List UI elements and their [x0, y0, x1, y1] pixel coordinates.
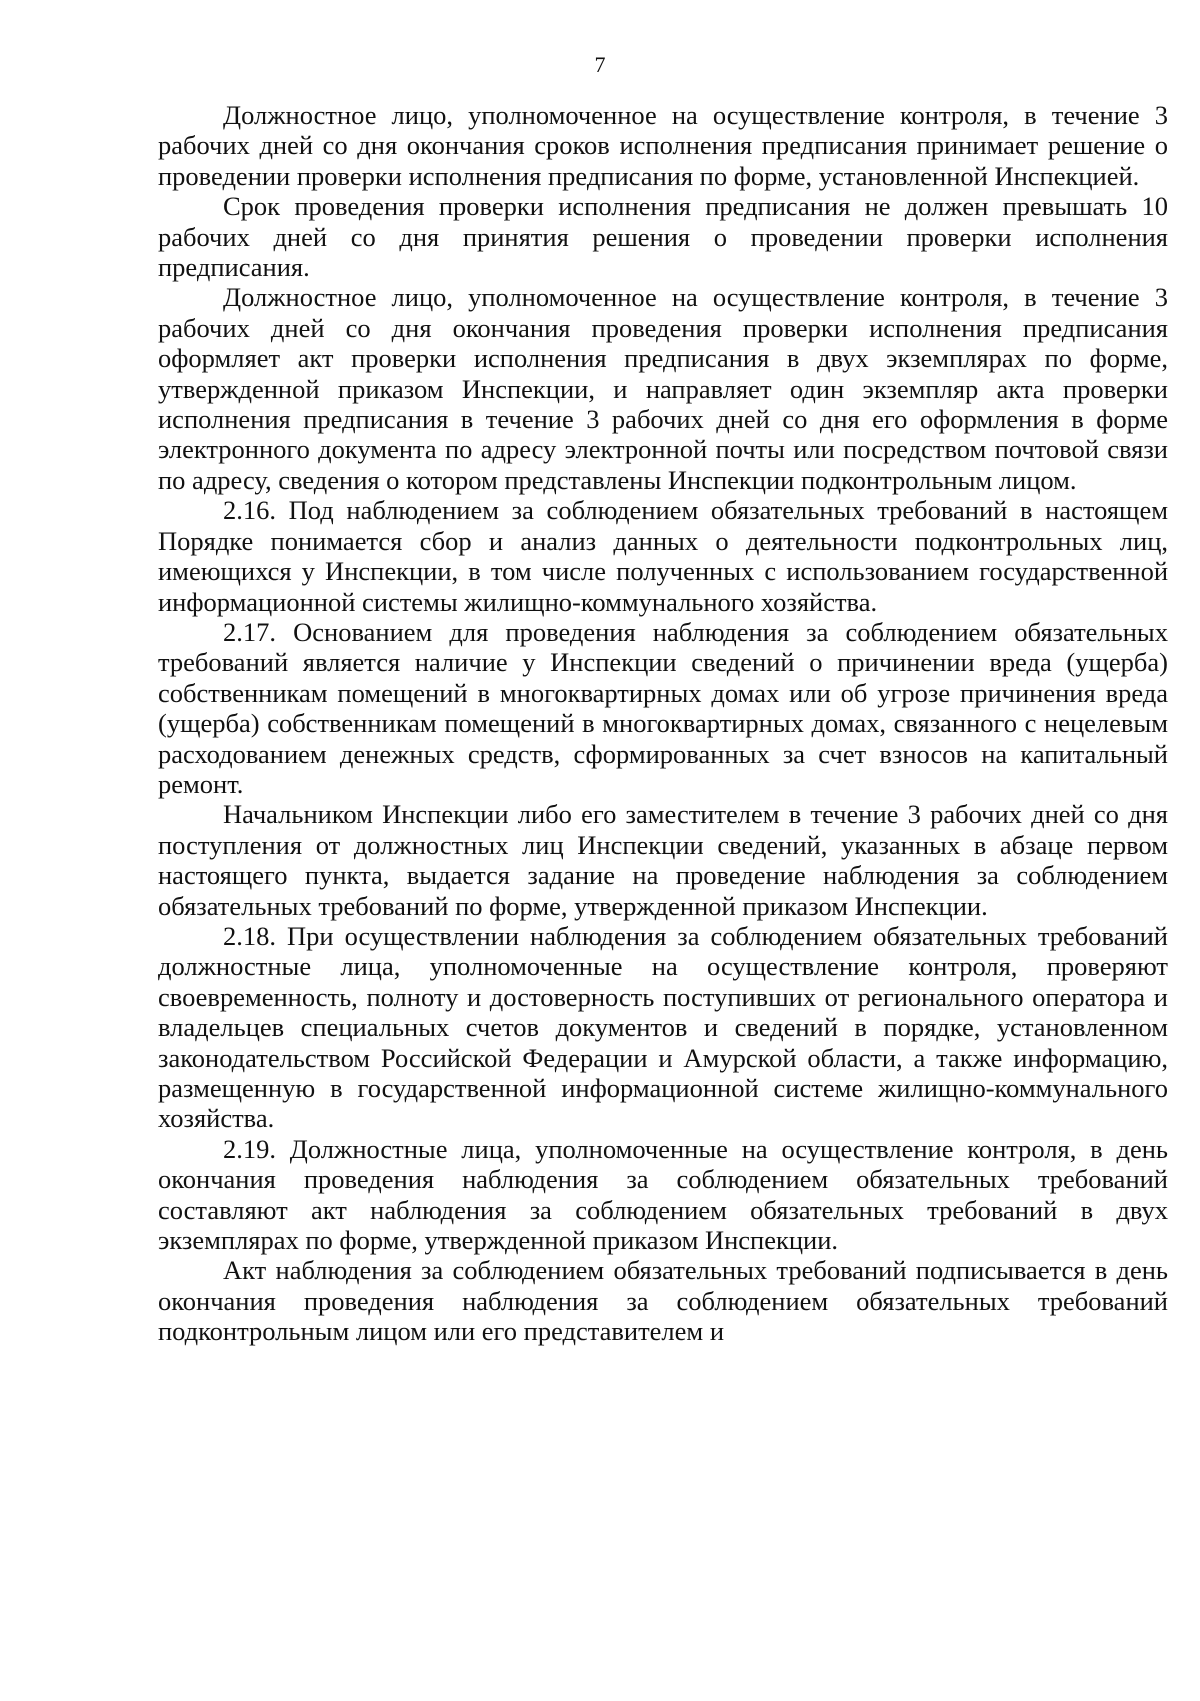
- paragraph-inspection-decision: Должностное лицо, уполномоченное на осуществление контроля, в течение 3 рабочих дней со дня окончания сроков исполнения предписания принимает решение о проведении проверки исполнения предписания по форме, установленной Инспекцией.: [158, 100, 1168, 191]
- document-body: [158, 100, 1168, 1347]
- paragraph-2-16: 2.16. Под наблюдением за соблюдением обязательных требований в настоящем Порядке понимается сбор и анализ данных о деятельности подконтрольных лиц, имеющихся у Инспекции, в том числе полученных с использованием государственной информационной системы жилищно-коммунального хозяйства.: [158, 495, 1168, 617]
- paragraph-inspection-act: Должностное лицо, уполномоченное на осуществление контроля, в течение 3 рабочих дней со дня окончания проведения проверки исполнения предписания оформляет акт проверки исполнения предписания в двух экземплярах по форме, утвержденной приказом Инспекции, и направляет один экземпляр акта проверки исполнения предписания в течение 3 рабочих дней со дня его оформления в форме электронного документа по адресу электронной почты или посредством почтовой связи по адресу, сведения о котором представлены Инспекции подконтрольным лицом.: [158, 282, 1168, 495]
- paragraph-2-19: 2.19. Должностные лица, уполномоченные на осуществление контроля, в день окончания проведения наблюдения за соблюдением обязательных требований составляют акт наблюдения за соблюдением обязательных требований в двух экземплярах по форме, утвержденной приказом Инспекции.: [158, 1133, 1168, 1256]
- paragraph-2-18: 2.18. При осуществлении наблюдения за соблюдением обязательных требований должностные лица, уполномоченные на осуществление контроля, проверяют своевременность, полноту и достоверность поступивших от регионального оператора и владельцев специальных счетов документов и сведений в порядке, установленном законодательством Российской Федерации и Амурской области, а также информацию, размещенную в государственной информационной системе жилищно-коммунального хозяйства.: [158, 920, 1168, 1134]
- page-number: 7: [594, 52, 606, 77]
- paragraph-2-17: 2.17. Основанием для проведения наблюдения за соблюдением обязательных требований является наличие у Инспекции сведений о причинении вреда (ущерба) собственникам помещений в многоквартирных домах или об угрозе причинения вреда (ущерба) собственникам помещений в многоквартирных домах, связанного с нецелевым расходованием денежных средств, сформированных за счет взносов на капитальный ремонт.: [158, 616, 1168, 799]
- paragraph-observation-act-signing: Акт наблюдения за соблюдением обязательных требований подписывается в день окончания проведения наблюдения за соблюдением обязательных требований подконтрольным лицом или его представителем и: [158, 1255, 1168, 1347]
- paragraph-observation-task: Начальником Инспекции либо его заместителем в течение 3 рабочих дней со дня поступления от должностных лиц Инспекции сведений, указанных в абзаце первом настоящего пункта, выдается задание на проведение наблюдения за соблюдением обязательных требований по форме, утвержденной приказом Инспекции.: [158, 799, 1168, 921]
- paragraph-inspection-term: Срок проведения проверки исполнения предписания не должен превышать 10 рабочих дней со дня принятия решения о проведении проверки исполнения предписания.: [158, 191, 1168, 283]
